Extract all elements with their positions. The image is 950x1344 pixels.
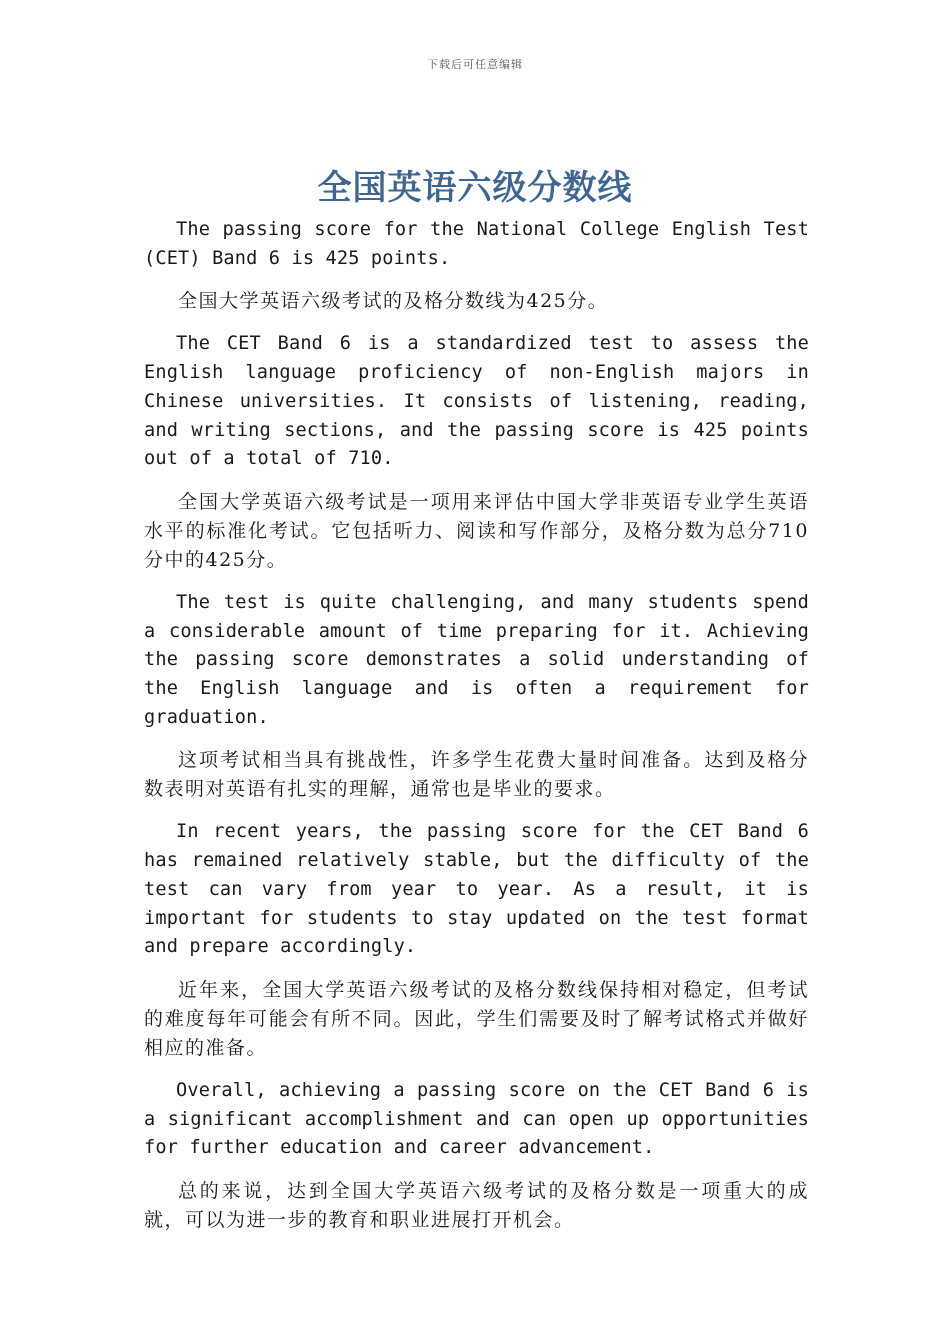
- paragraph-en-3: The test is quite challenging, and many students spend a considerable amount of time preparing for it. Achieving the passing score demonstrates a solid understanding of the English language and is often a requirement for graduation.: [144, 591, 809, 728]
- paragraph-en-5: Overall, achieving a passing score on the CET Band 6 is a significant accomplishment and can open up opportunities for further education and career advancement.: [144, 1079, 809, 1159]
- paragraph-en-1: The passing score for the National College English Test (CET) Band 6 is 425 points.: [144, 219, 809, 269]
- paragraph-en-2: The CET Band 6 is a standardized test to assess the English language proficiency of non-English majors in Chinese universities. It consists of listening, reading, and writing sections, and the passing score is 425 points out of a total of 710.: [144, 333, 809, 470]
- paragraph-zh-5: 总的来说，达到全国大学英语六级考试的及格分数是一项重大的成就，可以为进一步的教育和职业进展打开机会。: [144, 1180, 809, 1232]
- paragraph-en-4: In recent years, the passing score for the CET Band 6 has remained relatively stable, but the difficulty of the test can vary from year to year. As a result, it is important for students to stay updated on the test format and prepare accordingly.: [144, 821, 809, 958]
- document-body: [144, 216, 809, 1249]
- paragraph-zh-3: 这项考试相当具有挑战性，许多学生花费大量时间准备。达到及格分数表明对英语有扎实的理解，通常也是毕业的要求。: [144, 749, 809, 801]
- page-header-note: 下载后可任意编辑: [427, 58, 523, 71]
- paragraph-zh-2: 全国大学英语六级考试是一项用来评估中国大学非英语专业学生英语水平的标准化考试。它包括听力、阅读和写作部分，及格分数为总分710分中的425分。: [144, 490, 809, 571]
- paragraph-zh-4: 近年来，全国大学英语六级考试的及格分数线保持相对稳定，但考试的难度每年可能会有所不同。因此，学生们需要及时了解考试格式并做好相应的准备。: [144, 978, 809, 1059]
- paragraph-zh-1: 全国大学英语六级考试的及格分数线为425分。: [178, 290, 609, 313]
- document-title: 全国英语六级分数线: [317, 168, 633, 208]
